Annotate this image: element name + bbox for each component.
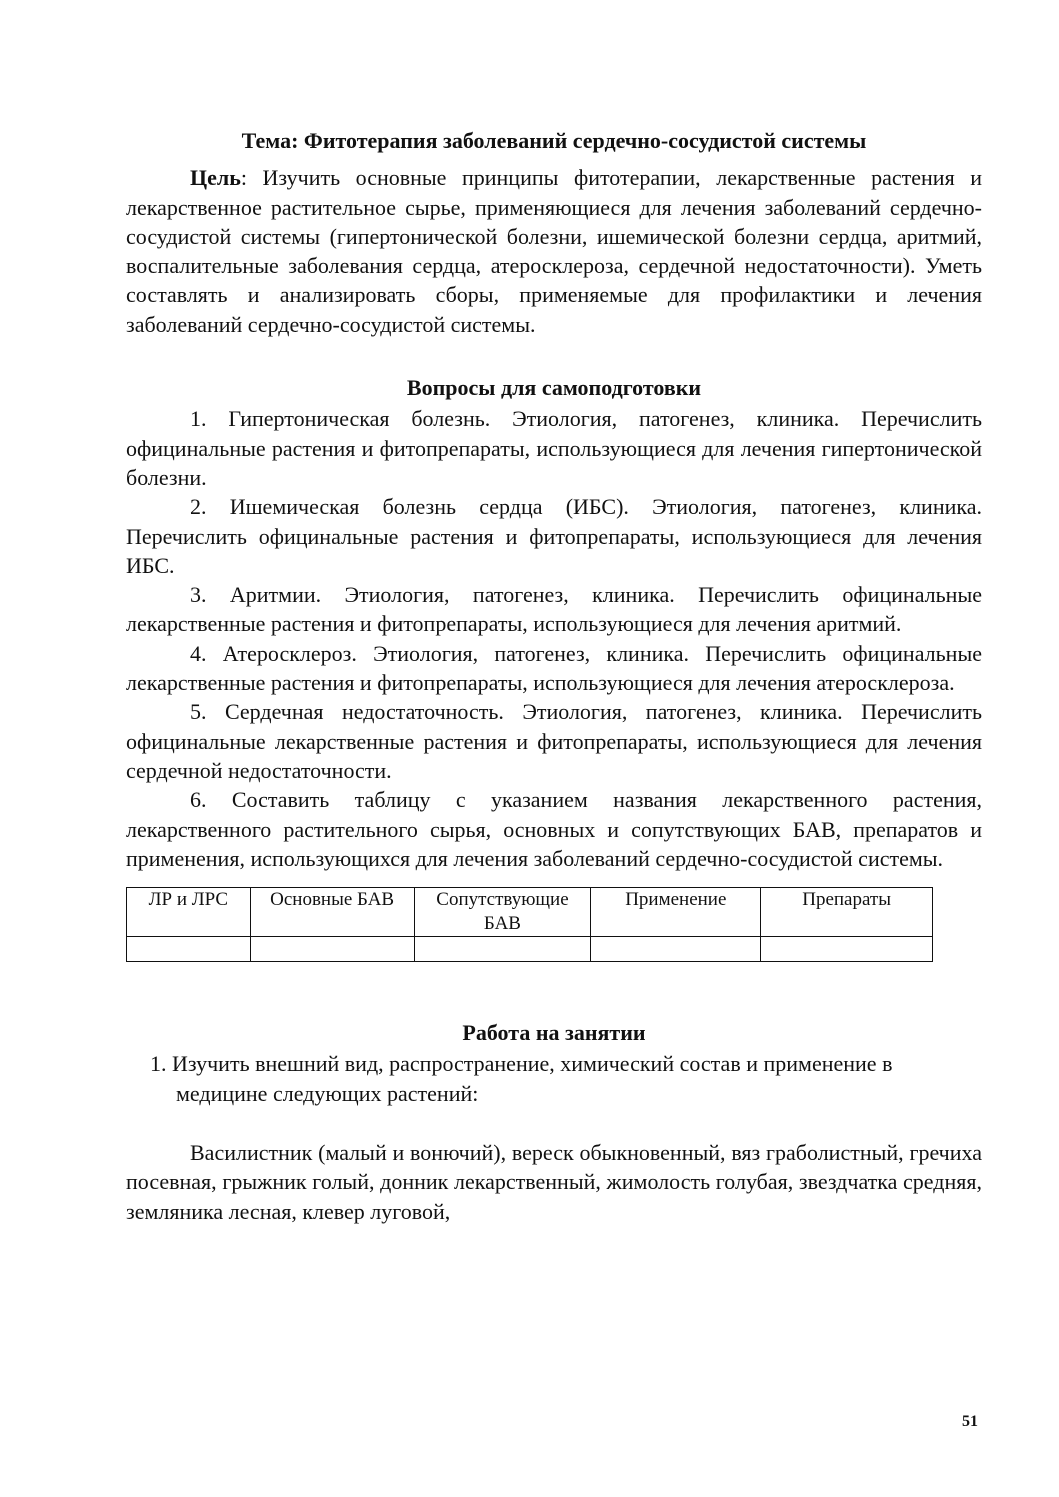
- table-header-cell: Основные БАВ: [250, 888, 414, 937]
- page-title: Тема: Фитотерапия заболеваний сердечно-сосудистой системы: [241, 128, 867, 153]
- table-cell: [761, 937, 933, 962]
- table-row: [127, 937, 933, 962]
- work-heading: Работа на занятии: [462, 1020, 646, 1046]
- question-item: 5. Сердечная недостаточность. Этиология, патогенез, клиника. Перечислить официнальные лекарственные растения и фитопрепараты, использующиеся для лечения сердечной недостаточности.: [126, 699, 982, 783]
- question-item: 6. Составить таблицу с указанием названия лекарственного растения, лекарственного растительного сырья, основных и сопутствующих БАВ, препаратов и применения, использующихся для лечения заболеваний сердечно-сосудистой системы.: [126, 787, 982, 871]
- question-item: 2. Ишемическая болезнь сердца (ИБС). Этиология, патогенез, клиника. Перечислить официнальные растения и фитопрепараты, использующиеся для лечения ИБС.: [126, 494, 982, 578]
- question-item: 1. Гипертоническая болезнь. Этиология, патогенез, клиника. Перечислить официнальные растения и фитопрепараты, использующиеся для лечения гипертонической болезни.: [126, 406, 982, 490]
- table-header-cell: Применение: [591, 888, 761, 937]
- goal-label: Цель: [190, 165, 241, 191]
- table-header-cell: Сопутствующие БАВ: [414, 888, 591, 937]
- plants-paragraph: Василистник (малый и вонючий), вереск обыкновенный, вяз граболистный, гречиха посевная, грыжник голый, донник лекарственный, жимолость голубая, звездчатка средняя, земляника лесная, клевер луговой,: [126, 1140, 982, 1224]
- table-header-cell: ЛР и ЛРС: [127, 888, 251, 937]
- table-header-row: [127, 888, 933, 937]
- plants-table: [126, 887, 933, 962]
- table-cell: [591, 937, 761, 962]
- table-header-cell: Препараты: [761, 888, 933, 937]
- work-item: 1. Изучить внешний вид, распространение, химический состав и применение в медицине следующих растений:: [150, 1051, 893, 1106]
- table-cell: [127, 937, 251, 962]
- goal-paragraph: [126, 163, 982, 339]
- table-cell: [250, 937, 414, 962]
- goal-text: : Изучить основные принципы фитотерапии, лекарственные растения и лекарственное растительное сырье, применяющиеся для лечения заболеваний сердечно-сосудистой системы (гипертонической болезни, ишемической болезни сердца, аритмий, воспалительные заболевания сердца, атеросклероза, сердечной недостаточности). Уметь составлять и анализировать сборы, применяемые для профилактики и лечения заболеваний сердечно-сосудистой системы.: [126, 165, 982, 337]
- table-cell: [414, 937, 591, 962]
- page-number: 51: [962, 1413, 978, 1430]
- document-page: [126, 126, 982, 1226]
- questions-heading: Вопросы для самоподготовки: [406, 375, 702, 401]
- question-item: 4. Атеросклероз. Этиология, патогенез, клиника. Перечислить официнальные лекарственные растения и фитопрепараты, использующиеся для лечения атеросклероза.: [126, 640, 982, 696]
- question-item: 3. Аритмии. Этиология, патогенез, клиника. Перечислить официнальные лекарственные растения и фитопрепараты, использующиеся для лечения аритмий.: [126, 582, 982, 637]
